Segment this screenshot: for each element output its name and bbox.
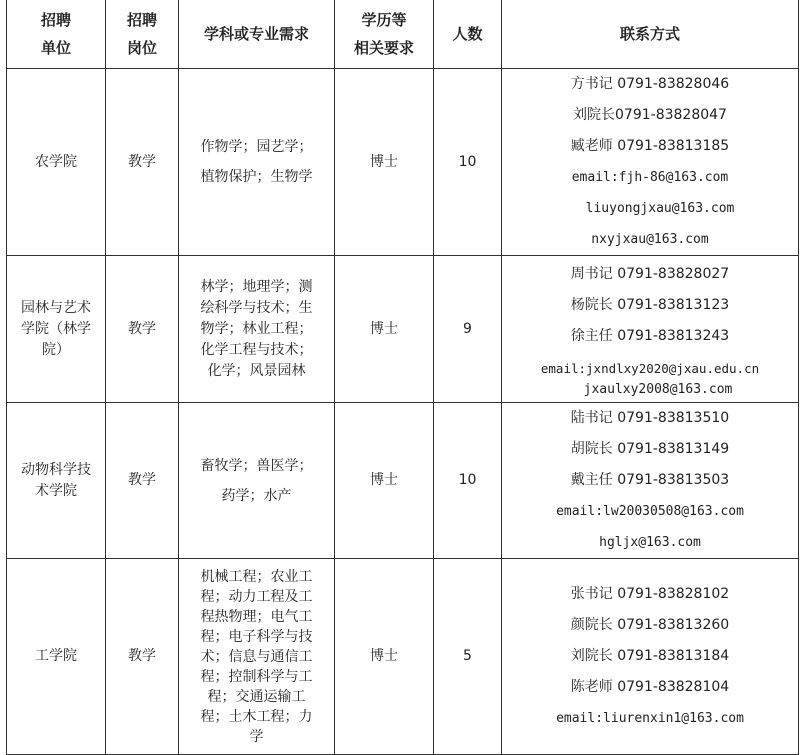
contact-line: 戴主任 0791-83813503 [570,472,730,488]
contact-email[interactable]: nxyjxau@163.com [591,232,709,247]
table-row [7,256,799,403]
subject-line: 程；动力工程及工 [200,588,313,605]
subject-line: 化学工程与技术； [200,341,313,358]
recruitment-table [6,0,799,755]
contact-email[interactable]: email:lw20030508@163.com [556,504,744,519]
edu-cell: 博士 [335,256,434,403]
unit-line: 院） [42,341,70,358]
unit-cell [7,559,106,755]
subject-line: 植物保护；生物学 [200,169,313,185]
count-cell: 9 [434,256,502,403]
contact-email[interactable]: hgljx@163.com [599,535,701,550]
count-cell: 10 [434,69,502,256]
subject-line: 绘科学与技术；生 [200,299,313,316]
edu-cell: 博士 [335,559,434,755]
header-subject: 学科或专业需求 [179,0,335,69]
header-unit-line1: 招聘 [40,11,71,29]
contact-email[interactable]: email:liurenxin1@163.com [556,711,744,726]
contact-line: 周书记 0791-83828027 [570,265,730,282]
contact-cell [502,256,799,403]
contact-line: 臧老师 0791-83813185 [570,138,730,154]
subject-line: 学 [249,728,264,745]
subject-line: 畜牧学；兽医学； [200,457,313,474]
edu-cell: 博士 [335,69,434,256]
unit-cell [7,256,106,403]
subject-cell [179,69,335,256]
post-cell: 教学 [106,69,179,256]
header-post-line2: 岗位 [126,39,157,57]
contact-line: 徐主任 0791-83813243 [570,327,730,344]
header-edu-line2: 相关要求 [353,39,414,57]
contact-line: 方书记 0791-83828046 [570,76,730,92]
subject-cell [179,256,335,403]
contact-email[interactable]: email:jxndlxy2020@jxau.edu.cn [540,360,760,376]
contact-email[interactable]: jxaulxy2008@163.com [583,381,733,397]
contact-line: 颜院长 0791-83813260 [570,617,730,633]
header-edu-line1: 学历等 [361,11,407,29]
contact-line: 张书记 0791-83828102 [570,586,730,602]
post-cell: 教学 [106,256,179,403]
subject-line: 林学；地理学；测 [200,278,313,295]
edu-cell: 博士 [335,403,434,559]
unit-line: 动物科学技 [21,461,91,478]
unit-line: 园林与艺术 [21,299,91,316]
subject-line: 程；交通运输工 [207,688,306,705]
unit-line: 农学院 [35,153,77,170]
header-unit-line2: 单位 [40,39,71,57]
subject-cell [179,403,335,559]
count-cell: 5 [434,559,502,755]
unit-cell [7,69,106,256]
header-row [7,0,799,69]
count-cell: 10 [434,403,502,559]
subject-line: 药学；水产 [221,487,292,504]
unit-line: 学院（林学 [21,320,91,337]
contact-line: 陆书记 0791-83813510 [570,410,730,426]
subject-line: 术；信息与通信工 [200,648,313,665]
subject-line: 程；控制科学与工 [200,668,313,685]
subject-line: 程热物理；电气工 [200,608,313,625]
contact-email[interactable]: email:fjh-86@163.com [571,170,729,185]
header-unit [7,0,106,69]
table-row [7,559,799,755]
post-cell: 教学 [106,403,179,559]
contact-cell [502,69,799,256]
unit-cell [7,403,106,559]
post-cell: 教学 [106,559,179,755]
subject-cell [179,559,335,755]
header-count: 人数 [434,0,502,69]
subject-line: 程；土木工程；力 [200,708,313,725]
contact-line: 杨院长 0791-83813123 [570,296,730,313]
unit-line: 术学院 [35,482,77,499]
subject-line: 作物学；园艺学； [200,139,313,155]
contact-line: 刘院长0791-83828047 [573,107,727,123]
unit-line: 工学院 [35,648,77,664]
contact-cell [502,403,799,559]
contact-cell [502,559,799,755]
header-post [106,0,179,69]
subject-line: 化学；风景园林 [207,362,306,379]
contact-line: 胡院长 0791-83813149 [570,441,730,457]
contact-email[interactable]: liuyongjxau@163.com [585,201,735,216]
header-contact: 联系方式 [502,0,799,69]
subject-line: 物学；林业工程； [200,320,313,337]
contact-line: 陈老师 0791-83828104 [570,679,730,695]
header-edu [335,0,434,69]
table-row [7,403,799,559]
table-row [7,69,799,256]
subject-line: 机械工程；农业工 [200,568,313,585]
contact-line: 刘院长 0791-83813184 [570,648,730,664]
subject-line: 程；电子科学与技 [200,628,313,645]
header-post-line1: 招聘 [126,11,157,29]
